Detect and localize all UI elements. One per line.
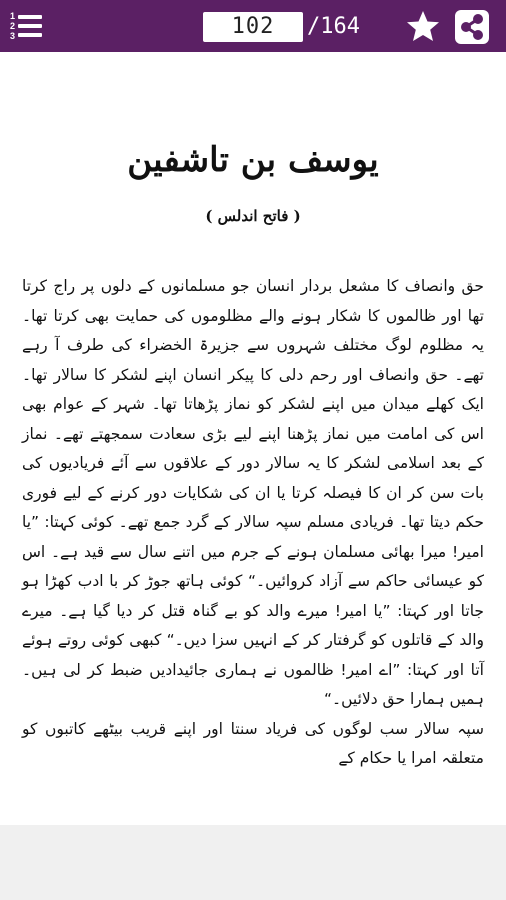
star-icon[interactable] (406, 10, 440, 42)
top-toolbar (0, 0, 506, 52)
page-total-label: /164 (307, 14, 360, 39)
share-icon[interactable] (455, 10, 489, 44)
chapter-title: یوسف بن تاشفین (127, 140, 379, 180)
paragraph: حق وانصاف کا مشعل بردار انسان جو مسلمانوں کے دلوں پر راج کرتا تھا اور ظالموں کا شکار ہونے والے مظلوموں کی حمایت بھی کرتا تھا۔ یہ مظلوم لوگ مختلف شہروں سے جزیرۃ الخضراء کی طرف آ رہے تھے۔ حق وانصاف اور رحم دلی کا پیکر انسان اپنے لشکر کا سالار تھا۔ ایک کھلے میدان میں اپنے لشکر کو نماز پڑھاتا تھا۔ شہر کے عوام بھی اس کی امامت میں نماز پڑھنا اپنے لیے بڑی سعادت سمجھتے تھے۔ نماز کے بعد اسلامی لشکر کا یہ سالار دور کے علاقوں سے آئے فریادیوں کی بات سن کر ان کا فیصلہ کرتا یا ان کی شکایات دور کرنے کے لیے فوری حکم دیتا تھا۔ فریادی مسلم سپہ سالار کے گرد جمع تھے۔ کوئی کہتا: ”یا امیر! میرا بھائی مسلمان ہونے کے جرم میں اتنے سال سے قید ہے۔ اس کو عیسائی حاکم سے آزاد کروائیں۔“ کوئی ہاتھ جوڑ کر با ادب کھڑا ہو جاتا اور کہتا: ”یا امیر! میرے والد کو بے گناہ قتل کر دیا گیا ہے۔ میرے والد کے قاتلوں کو گرفتار کر کے انہیں سزا دیں۔“ کبھی کوئی روتے ہوئے آتا اور کہتا: ”اے امیر! ظالموں نے ہماری جائیدادیں ضبط کر لی ہیں۔ ہمیں ہمارا حق دلائیں۔“ (22, 277, 484, 708)
index-numbers: 1 2 3 (10, 11, 16, 41)
chapter-subtitle: ( فاتح اندلس ) (205, 207, 301, 225)
index-list-icon (18, 15, 42, 37)
chapter-body (22, 272, 484, 774)
index-button[interactable] (10, 9, 54, 43)
page-footer (0, 825, 506, 900)
page-number-input[interactable]: 102 (203, 12, 303, 42)
paragraph: سپہ سالار سب لوگوں کی فریاد سنتا اور اپنے قریب بیٹھے کاتبوں کو متعلقہ امرا یا حکام کے (22, 719, 484, 767)
